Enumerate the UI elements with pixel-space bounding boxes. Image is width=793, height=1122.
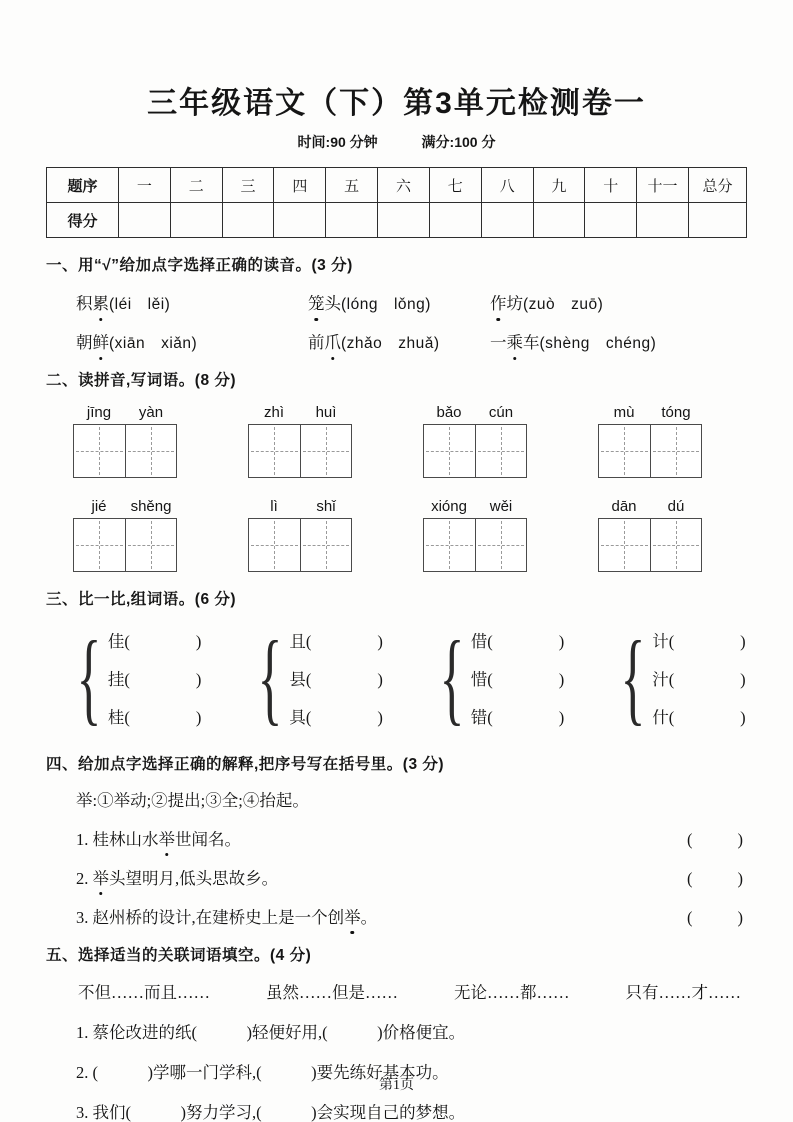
writing-cell[interactable] <box>475 425 526 477</box>
section-2-row-2 <box>46 498 747 572</box>
pinyin-word-group <box>598 498 702 572</box>
exam-subtitle <box>46 132 747 152</box>
pinyin-word-group <box>73 498 177 572</box>
writing-cell[interactable] <box>74 425 125 477</box>
answer-parens[interactable]: ( ) <box>687 869 747 888</box>
writing-cell[interactable] <box>125 425 176 477</box>
pinyin-word-group <box>248 498 352 572</box>
pinyin-choices[interactable]: (zhǎo zhuǎ) <box>341 335 440 352</box>
compare-char: 借 <box>470 632 488 651</box>
dotted-char: 笼 <box>308 290 325 314</box>
item-text: 一 <box>490 333 507 352</box>
pinyin-syllable: dān <box>611 498 637 515</box>
answer-blank[interactable]: ( ) <box>668 632 746 651</box>
answer-blank[interactable]: ( ) <box>487 670 565 689</box>
item-text: 坊 <box>506 294 523 313</box>
writing-cell[interactable] <box>599 519 650 571</box>
score-col-9: 九 <box>533 168 585 203</box>
compare-char: 桂 <box>107 708 125 727</box>
score-cell[interactable] <box>274 203 326 238</box>
question-order-label: 题序 <box>47 168 119 203</box>
word-form-row <box>652 628 746 652</box>
page-title: 三年级语文（下）第3单元检测卷一 <box>147 87 646 120</box>
section-3-groups <box>46 619 747 737</box>
dotted-char: 乘 <box>507 329 524 353</box>
conjunction-options <box>46 979 747 1003</box>
pinyin-syllable: dú <box>667 498 685 515</box>
fill-blank-item[interactable]: 1. 蔡伦改进的纸( )轻便好用,( )价格便宜。 <box>76 1023 466 1042</box>
item-text: 前 <box>308 333 325 352</box>
fill-blank-item[interactable]: 2. ( )学哪一门学科,( )要先练好基本功。 <box>76 1063 449 1082</box>
pinyin-syllable: tóng <box>661 404 691 421</box>
pinyin-choices[interactable]: (lóng lǒng) <box>341 296 431 313</box>
pronunciation-item <box>490 329 656 353</box>
section-1-heading: 一、用“√”给加点字选择正确的读音。(3 分) <box>46 257 353 274</box>
score-cell[interactable] <box>378 203 430 238</box>
writing-grid[interactable] <box>598 424 702 478</box>
score-col-7: 七 <box>429 168 481 203</box>
pinyin-syllable: shěng <box>130 498 172 515</box>
total-score-cell[interactable] <box>689 203 747 238</box>
item-text: 世闻名。 <box>175 830 241 849</box>
compare-char: 具 <box>289 708 306 727</box>
item-text: 头 <box>324 294 341 313</box>
writing-cell[interactable] <box>650 425 701 477</box>
score-cell[interactable] <box>429 203 481 238</box>
score-table-points-row <box>47 203 747 238</box>
writing-cell[interactable] <box>424 519 475 571</box>
pinyin-label <box>423 498 527 515</box>
pinyin-syllable: jīng <box>86 404 112 421</box>
score-col-10: 十 <box>585 168 637 203</box>
writing-grid[interactable] <box>248 424 352 478</box>
brace-glyph: { <box>439 620 465 735</box>
answer-parens[interactable]: ( ) <box>687 830 747 849</box>
score-cell[interactable] <box>533 203 585 238</box>
word-form-row <box>471 704 565 728</box>
pronunciation-item <box>308 329 490 353</box>
pinyin-choices[interactable]: (xiān xiǎn) <box>109 335 198 352</box>
word-form-row <box>289 666 383 690</box>
score-cell[interactable] <box>326 203 378 238</box>
meaning-item <box>46 865 747 889</box>
writing-cell[interactable] <box>249 425 300 477</box>
pinyin-label <box>73 498 177 515</box>
score-col-5: 五 <box>326 168 378 203</box>
answer-blank[interactable]: ( ) <box>668 670 746 689</box>
writing-grid[interactable] <box>423 518 527 572</box>
section-1-row-1 <box>46 290 747 314</box>
compare-char: 挂 <box>107 670 125 689</box>
compare-char: 错 <box>470 708 488 727</box>
score-col-4: 四 <box>274 168 326 203</box>
item-text: 。 <box>360 908 378 927</box>
answer-blank[interactable]: ( ) <box>124 632 202 651</box>
conjunction-option: 无论……都…… <box>454 983 570 1002</box>
score-cell[interactable] <box>170 203 222 238</box>
compare-group <box>427 619 564 737</box>
score-col-11: 十一 <box>637 168 689 203</box>
word-form-row <box>108 628 202 652</box>
item-text: 2. <box>76 869 93 888</box>
answer-blank[interactable]: ( ) <box>124 708 202 727</box>
word-form-row <box>471 628 565 652</box>
dotted-char: 举 <box>92 869 109 888</box>
item-text <box>76 865 278 889</box>
item-text: 车 <box>523 333 540 352</box>
pinyin-syllable: xióng <box>431 498 467 515</box>
item-text: 朝 <box>76 333 93 352</box>
brace-glyph: { <box>620 620 646 735</box>
writing-grid[interactable] <box>248 518 352 572</box>
writing-cell[interactable] <box>249 519 300 571</box>
compare-char: 惜 <box>470 670 488 689</box>
score-col-6: 六 <box>378 168 430 203</box>
pinyin-syllable: cún <box>488 404 514 421</box>
section-5-heading: 五、选择适当的关联词语填空。(4 分) <box>46 947 312 964</box>
compare-char: 什 <box>652 708 669 727</box>
definitions-line: 举:①举动;②提出;③全;④抬起。 <box>76 791 309 810</box>
answer-blank[interactable]: ( ) <box>305 670 383 689</box>
conjunction-option: 不但……而且…… <box>78 983 210 1002</box>
meaning-item <box>46 826 747 850</box>
word-form-row <box>289 628 383 652</box>
compare-char: 且 <box>289 632 306 651</box>
section-2-row-1 <box>46 404 747 478</box>
word-form-row <box>108 666 202 690</box>
pinyin-syllable: bǎo <box>436 404 462 421</box>
score-cell[interactable] <box>637 203 689 238</box>
writing-grid[interactable] <box>73 518 177 572</box>
score-cell[interactable] <box>222 203 274 238</box>
writing-cell[interactable] <box>650 519 701 571</box>
answer-blank[interactable]: ( ) <box>305 632 383 651</box>
word-form-row <box>108 704 202 728</box>
full-score-label: 满分:100 分 <box>421 134 496 150</box>
brace-glyph: { <box>76 620 102 735</box>
time-limit-label: 时间:90 分钟 <box>297 134 378 150</box>
score-cell[interactable] <box>585 203 637 238</box>
writing-grid[interactable] <box>598 518 702 572</box>
item-text: 头望明月,低头思故乡。 <box>109 869 279 888</box>
pinyin-word-group <box>598 404 702 478</box>
dotted-char: 举 <box>344 908 361 927</box>
item-text <box>76 826 241 850</box>
pinyin-choices[interactable]: (léi lěi) <box>109 296 171 313</box>
points-label: 得分 <box>47 203 119 238</box>
writing-cell[interactable] <box>475 519 526 571</box>
section-4-heading: 四、给加点字选择正确的解释,把序号写在括号里。(3 分) <box>46 756 445 773</box>
pinyin-syllable: jié <box>91 498 107 515</box>
total-score-label: 总分 <box>689 168 747 203</box>
item-text: 积 <box>76 294 93 313</box>
item-text: 3. 赵州桥的设计,在建桥史上是一个创 <box>76 908 345 927</box>
compare-char: 佳 <box>107 632 125 651</box>
writing-cell[interactable] <box>125 519 176 571</box>
pinyin-word-group <box>423 498 527 572</box>
word-form-row <box>289 704 383 728</box>
answer-parens[interactable]: ( ) <box>687 908 747 927</box>
writing-cell[interactable] <box>599 425 650 477</box>
writing-grid[interactable] <box>73 424 177 478</box>
pinyin-syllable: lì <box>270 498 278 515</box>
pronunciation-item <box>308 290 490 314</box>
section-2-heading: 二、读拼音,写词语。(8 分) <box>46 372 237 389</box>
pinyin-label <box>423 404 527 421</box>
score-cell[interactable] <box>481 203 533 238</box>
meaning-item <box>46 904 747 928</box>
dotted-char: 累 <box>93 290 110 314</box>
compare-group <box>608 619 745 737</box>
pronunciation-item <box>490 290 603 314</box>
word-form-row <box>471 666 565 690</box>
pinyin-choices[interactable]: (shèng chéng) <box>539 335 657 352</box>
conjunction-option: 虽然……但是…… <box>266 983 398 1002</box>
item-text: 1. 桂林山水 <box>76 830 159 849</box>
writing-cell[interactable] <box>300 425 351 477</box>
section-3-heading: 三、比一比,组词语。(6 分) <box>46 591 237 608</box>
answer-blank[interactable]: ( ) <box>305 708 383 727</box>
dotted-char: 作 <box>490 290 507 314</box>
answer-blank[interactable]: ( ) <box>487 708 565 727</box>
writing-cell[interactable] <box>424 425 475 477</box>
pinyin-label <box>73 404 177 421</box>
pinyin-word-group <box>73 404 177 478</box>
pinyin-label <box>248 498 352 515</box>
pinyin-syllable: wěi <box>489 498 513 515</box>
writing-cell[interactable] <box>300 519 351 571</box>
writing-grid[interactable] <box>423 424 527 478</box>
pinyin-label <box>598 404 702 421</box>
score-table <box>46 167 747 238</box>
brace-glyph: { <box>257 620 283 735</box>
dotted-char: 举 <box>158 830 175 849</box>
pinyin-syllable: yàn <box>138 404 164 421</box>
score-table-header-row <box>47 168 747 203</box>
answer-blank[interactable]: ( ) <box>487 632 565 651</box>
score-col-3: 三 <box>222 168 274 203</box>
word-form-row <box>652 666 746 690</box>
pinyin-syllable: shǐ <box>316 498 336 515</box>
score-cell[interactable] <box>119 203 171 238</box>
fill-blank-item[interactable]: 3. 我们( )努力学习,( )会实现自己的梦想。 <box>76 1103 466 1122</box>
conjunction-option: 只有……才…… <box>625 983 741 1002</box>
pinyin-label <box>598 498 702 515</box>
score-col-8: 八 <box>481 168 533 203</box>
pinyin-choices[interactable]: (zuò zuō) <box>523 296 604 313</box>
section-1-row-2 <box>46 329 747 353</box>
pronunciation-item <box>76 329 308 353</box>
compare-char: 县 <box>289 670 306 689</box>
pinyin-syllable: mù <box>613 404 635 421</box>
answer-blank[interactable]: ( ) <box>124 670 202 689</box>
dotted-char: 鲜 <box>93 329 110 353</box>
answer-blank[interactable]: ( ) <box>668 708 746 727</box>
compare-group <box>245 619 382 737</box>
score-col-1: 一 <box>119 168 171 203</box>
dotted-char: 爪 <box>325 329 342 353</box>
pinyin-word-group <box>423 404 527 478</box>
pinyin-word-group <box>248 404 352 478</box>
compare-char: 计 <box>652 632 669 651</box>
page-number: 第1页 <box>379 1078 414 1093</box>
pronunciation-item <box>76 290 308 314</box>
compare-group <box>64 619 201 737</box>
pinyin-label <box>248 404 352 421</box>
compare-char: 汁 <box>652 670 669 689</box>
writing-cell[interactable] <box>74 519 125 571</box>
item-text <box>76 904 377 928</box>
pinyin-syllable: huì <box>315 404 337 421</box>
score-col-2: 二 <box>170 168 222 203</box>
pinyin-syllable: zhì <box>263 404 284 421</box>
word-form-row <box>652 704 746 728</box>
